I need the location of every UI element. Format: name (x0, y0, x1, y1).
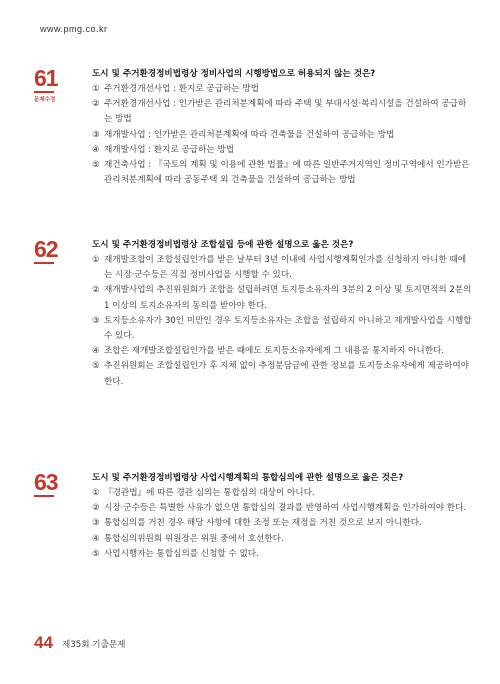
page-footer (34, 633, 126, 653)
option-mark: ④ (92, 346, 100, 357)
option-mark: ② (92, 285, 100, 296)
option-mark: ② (92, 503, 100, 514)
option-5 (92, 547, 472, 562)
option-mark: ③ (92, 315, 100, 326)
option-text: 통합심의위원회 위원장은 위원 중에서 호선한다. (104, 533, 284, 544)
option-mark: ③ (92, 129, 100, 140)
question-text: 도시 및 주거환경정비법령상 사업시행계획의 통합심의에 관한 설명으로 옳은 것은? (92, 473, 404, 483)
option-text: 재개발사업 : 인가받은 관리처분계획에 따라 건축물을 건설하여 공급하는 방법 (104, 129, 395, 140)
option-text: 통합심의를 거친 경우 해당 사항에 대한 조정 또는 재정을 거친 것으로 보지 아니한다. (104, 518, 422, 529)
option-text: 주거환경개선사업 : 환지로 공급하는 방법 (104, 84, 259, 94)
option-1 (92, 253, 472, 283)
option-5 (92, 359, 472, 389)
question-number-underline (34, 495, 54, 497)
option-mark: ① (92, 255, 100, 265)
page-number: 44 (34, 633, 53, 652)
question-number: 62 (34, 236, 58, 262)
option-mark: ③ (92, 518, 100, 529)
option-mark: ① (92, 488, 100, 498)
option-1 (92, 486, 472, 501)
option-text: 추진위원회는 조합설립인가 후 지체 없이 추정분담금에 관한 정보를 토지등소유자에게 제공하여야 한다. (104, 361, 469, 387)
option-list (92, 82, 472, 188)
option-4 (92, 143, 472, 158)
option-mark: ⑤ (92, 361, 100, 372)
option-mark: ④ (92, 144, 100, 155)
option-2 (92, 501, 472, 516)
footer-title: 제35회 기출문제 (62, 640, 126, 650)
option-text: 재건축사업 : 『국토의 계획 및 이용에 관한 법률』에 따른 일반주거지역인 정비구역에서 인가받은 관리처분계획에 따라 공동주택 외 건축물을 건설하여 공급하는 방법 (104, 160, 470, 186)
question-text: 도시 및 주거환경정비법령상 조합설립 등에 관한 설명으로 옳은 것은? (92, 240, 354, 250)
option-text: 시장·군수등은 특별한 사유가 없으면 통합심의 결과를 반영하여 사업시행계획을 인가하여야 한다. (104, 503, 467, 514)
site-url: www.pmg.co.kr (40, 24, 108, 34)
option-3 (92, 128, 472, 143)
option-4 (92, 532, 472, 547)
option-text: 재개발사업의 추진위원회가 조합을 설립하려면 토지등소유자의 3분의 2 이상 및 토지면적의 2분의 1 이상의 토지소유자의 동의를 받아야 한다. (104, 285, 472, 311)
option-list (92, 253, 472, 390)
option-5 (92, 158, 472, 188)
option-text: 사업시행자는 통합심의를 신청할 수 없다. (104, 548, 259, 559)
question-number-underline (34, 262, 54, 264)
question-tag: 문제수정 (34, 97, 56, 103)
option-4 (92, 344, 472, 359)
option-text: 토지등소유자가 30인 미만인 경우 토지등소유자는 조합을 설립하지 아니하고 재개발사업을 시행할 수 있다. (104, 315, 472, 342)
option-3 (92, 314, 472, 344)
option-1 (92, 82, 472, 97)
option-2 (92, 97, 472, 127)
question-text: 도시 및 주거환경정비법령상 정비사업의 시행방법으로 허용되지 않는 것은? (92, 69, 376, 79)
option-text: 주거환경개선사업 : 인가받은 관리처분계획에 따라 주택 및 부대시설·복리시설을 건설하여 공급하는 방법 (104, 99, 467, 125)
option-mark: ⑤ (92, 548, 100, 559)
question-number: 61 (34, 65, 58, 91)
option-text: 재개발사업 : 환지로 공급하는 방법 (104, 144, 235, 155)
option-3 (92, 516, 472, 531)
option-text: 재개발조합이 조합설립인가를 받은 날부터 3년 이내에 사업시행계획인가를 신청하지 아니한 때에는 시장·군수등은 직접 정비사업을 시행할 수 있다. (104, 255, 467, 281)
question-number-underline (34, 91, 54, 93)
option-2 (92, 283, 472, 313)
option-mark: ② (92, 99, 100, 110)
option-text: 조합은 재개발조합설립인가를 받은 때에도 토지등소유자에게 그 내용을 통지하지 아니한다. (104, 346, 445, 357)
option-list (92, 486, 472, 562)
question-number: 63 (34, 469, 58, 495)
option-mark: ⑤ (92, 160, 100, 171)
option-text: 『경관법』에 따른 경관 심의는 통합심의 대상이 아니다. (104, 488, 315, 498)
option-mark: ① (92, 84, 100, 94)
option-mark: ④ (92, 533, 100, 544)
